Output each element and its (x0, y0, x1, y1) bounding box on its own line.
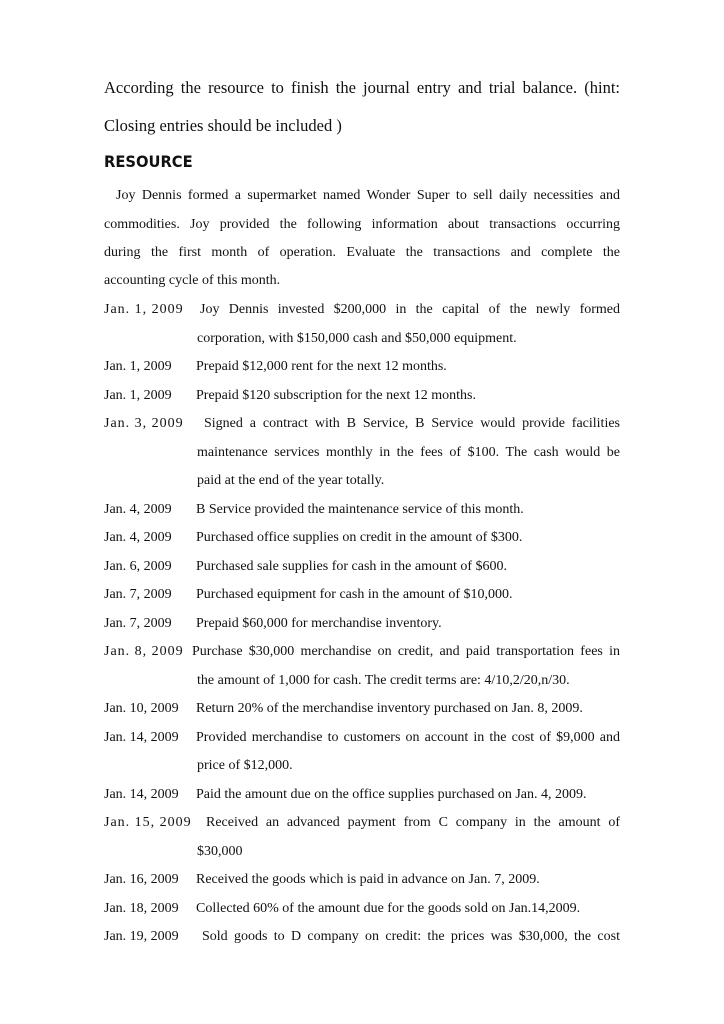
transaction-continuation: price of $12,000. (197, 758, 293, 773)
transaction-text: Signed a contract with B Service, B Service would provide facilities (204, 416, 620, 431)
transaction-continuation: the amount of 1,000 for cash. The credit terms are: 4/10,2/20,n/30. (197, 673, 570, 688)
transaction-row (104, 387, 620, 405)
transaction-row (104, 871, 620, 889)
instruction-line-1: According the resource to finish the journal entry and trial balance. (hint: (104, 78, 620, 97)
transaction-row (104, 415, 620, 433)
transaction-continuation: $30,000 (197, 844, 243, 859)
transaction-row (104, 729, 620, 747)
transaction-continuation: maintenance services monthly in the fees of $100. The cash would be (197, 445, 620, 460)
transaction-date: Jan. 4, 2009 (104, 530, 172, 545)
transaction-text: Provided merchandise to customers on account in the cost of $9,000 and (196, 730, 620, 745)
transaction-date: Jan. 1, 2009 (104, 388, 172, 403)
intro-line-3: during the first month of operation. Evaluate the transactions and complete the (104, 245, 620, 260)
transaction-text: Received the goods which is paid in advance on Jan. 7, 2009. (196, 872, 540, 887)
transaction-text: Purchased equipment for cash in the amount of $10,000. (196, 587, 513, 602)
transaction-row (104, 814, 620, 832)
transaction-date: Jan. 6, 2009 (104, 559, 172, 574)
transaction-continuation: corporation, with $150,000 cash and $50,000 equipment. (197, 331, 517, 346)
transaction-date: Jan. 8, 2009 (104, 644, 184, 659)
intro-line-4: accounting cycle of this month. (104, 273, 281, 288)
transaction-text: Prepaid $12,000 rent for the next 12 months. (196, 359, 447, 374)
transaction-row (104, 586, 620, 604)
transaction-date: Jan. 15, 2009 (104, 815, 192, 830)
transaction-row (104, 358, 620, 376)
transaction-row (104, 501, 620, 519)
intro-line-2: commodities. Joy provided the following information about transactions occurring (104, 217, 620, 232)
transaction-row (104, 786, 620, 804)
transaction-text: Return 20% of the merchandise inventory purchased on Jan. 8, 2009. (196, 701, 583, 716)
transaction-text: Joy Dennis invested $200,000 in the capital of the newly formed (200, 302, 620, 317)
transaction-row (104, 928, 620, 946)
transaction-date: Jan. 19, 2009 (104, 929, 179, 944)
instruction-line-2: Closing entries should be included ) (104, 116, 342, 135)
transaction-row (104, 301, 620, 319)
transaction-row (104, 700, 620, 718)
transaction-date: Jan. 14, 2009 (104, 730, 179, 745)
transaction-row (104, 615, 620, 633)
resource-heading: RESOURCE (104, 152, 193, 171)
intro-line-1: Joy Dennis formed a supermarket named Wonder Super to sell daily necessities and (116, 188, 620, 203)
transaction-row (104, 529, 620, 547)
transaction-date: Jan. 10, 2009 (104, 701, 179, 716)
transaction-text: Paid the amount due on the office supplies purchased on Jan. 4, 2009. (196, 787, 587, 802)
transaction-date: Jan. 1, 2009 (104, 359, 172, 374)
transaction-date: Jan. 18, 2009 (104, 901, 179, 916)
transaction-date: Jan. 7, 2009 (104, 616, 172, 631)
transaction-date: Jan. 14, 2009 (104, 787, 179, 802)
transaction-row (104, 558, 620, 576)
transaction-date: Jan. 4, 2009 (104, 502, 172, 517)
transaction-text: Purchased office supplies on credit in the amount of $300. (196, 530, 523, 545)
transaction-text: Prepaid $120 subscription for the next 12 months. (196, 388, 476, 403)
transaction-date: Jan. 7, 2009 (104, 587, 172, 602)
transaction-text: Sold goods to D company on credit: the prices was $30,000, the cost (202, 929, 620, 944)
transaction-date: Jan. 3, 2009 (104, 416, 184, 431)
transaction-text: Received an advanced payment from C company in the amount of (206, 815, 620, 830)
transaction-row (104, 900, 620, 918)
transaction-row (104, 643, 620, 661)
transaction-date: Jan. 1, 2009 (104, 302, 184, 317)
transaction-text: Purchased sale supplies for cash in the amount of $600. (196, 559, 508, 574)
transaction-text: Collected 60% of the amount due for the goods sold on Jan.14,2009. (196, 901, 581, 916)
transaction-text: B Service provided the maintenance service of this month. (196, 502, 524, 517)
transaction-text: Prepaid $60,000 for merchandise inventory. (196, 616, 442, 631)
transaction-date: Jan. 16, 2009 (104, 872, 179, 887)
transaction-text: Purchase $30,000 merchandise on credit, and paid transportation fees in (192, 644, 620, 659)
transaction-continuation: paid at the end of the year totally. (197, 473, 385, 488)
